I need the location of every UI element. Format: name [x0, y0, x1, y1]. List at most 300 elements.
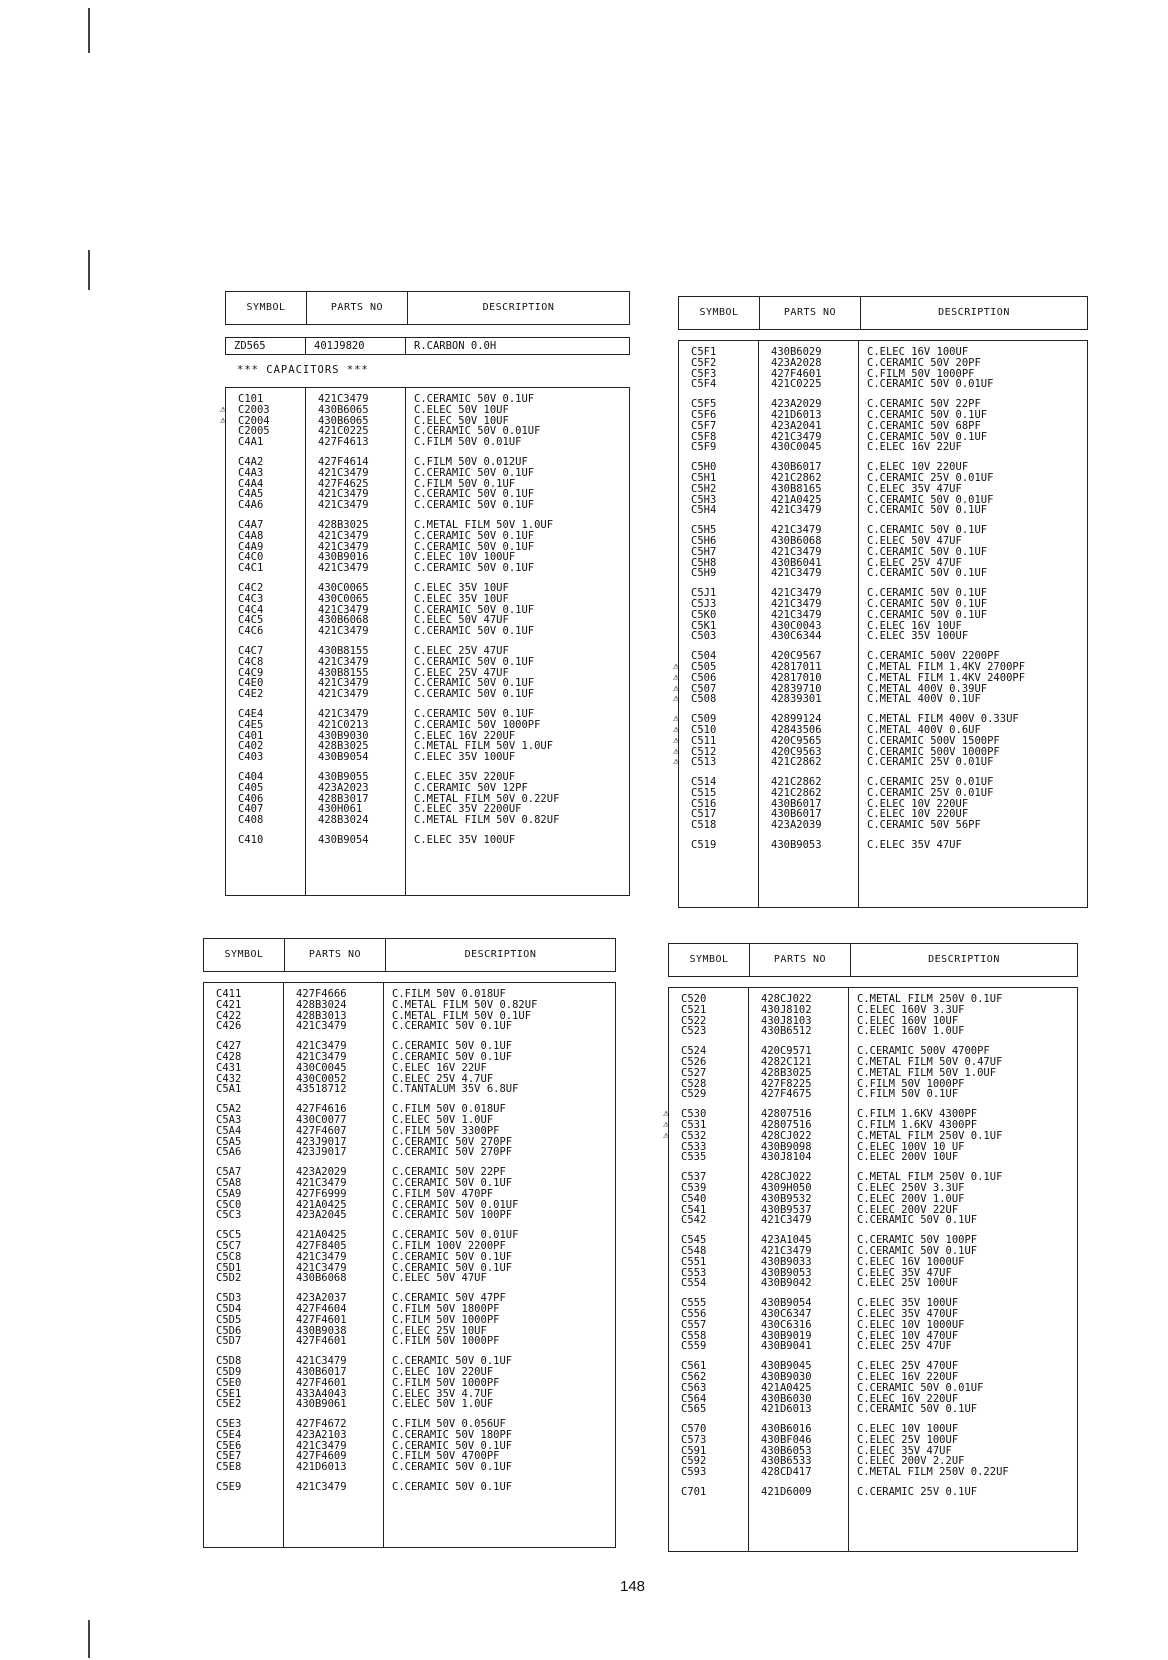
cell-parts-no-text: 423A2029 — [771, 399, 822, 410]
cell-symbol — [238, 741, 305, 752]
cell-symbol-text: C4C2 — [238, 582, 264, 594]
cell-description — [392, 1104, 615, 1115]
cell-symbol — [216, 1052, 283, 1063]
cell-symbol — [681, 1298, 748, 1309]
row-group — [392, 1167, 615, 1221]
cell-symbol: ⚠ C2004 — [220, 414, 270, 427]
cell-symbol — [216, 1189, 283, 1200]
row-group — [318, 709, 405, 763]
cell-parts-no-text: 423J9017 — [296, 1147, 347, 1159]
row-group — [857, 1235, 1077, 1289]
row-group — [216, 1041, 283, 1095]
cell-symbol — [691, 809, 758, 820]
cell-description-text: C.CERAMIC 50V 56PF — [867, 820, 981, 832]
cell-description-text: C.CERAMIC 50V 22PF — [392, 1167, 506, 1178]
cell-parts-no — [296, 1210, 383, 1221]
row-group — [691, 399, 758, 453]
cell-symbol — [216, 1293, 283, 1304]
cell-parts-no — [761, 1435, 848, 1446]
cell-symbol — [216, 1304, 283, 1315]
cell-description — [414, 437, 629, 448]
row-group — [761, 994, 848, 1037]
cell-parts-no — [761, 1016, 848, 1027]
cell-parts-no-text: 427F4601 — [296, 1377, 347, 1389]
cell-parts-no — [761, 1152, 848, 1163]
cell-symbol-text: C4C4 — [238, 604, 264, 616]
row-group — [296, 1230, 383, 1284]
cell-description — [857, 1372, 1077, 1383]
cell-parts-no-text: 427F4675 — [761, 1089, 812, 1101]
cell-description — [414, 394, 629, 405]
row-group — [771, 588, 858, 642]
cell-symbol — [216, 1137, 283, 1148]
cell-symbol-text: C5F5 — [691, 399, 717, 410]
cell-description — [867, 558, 1087, 569]
cell-description — [857, 994, 1077, 1005]
cell-symbol-text: C5D4 — [216, 1303, 242, 1315]
cell-description-text: C.METAL FILM 1.4KV 2400PF — [867, 672, 1026, 684]
cell-description — [392, 1137, 615, 1148]
cell-parts-no-text: 421C3479 — [318, 500, 369, 511]
cell-symbol — [216, 1451, 283, 1462]
cell-description — [414, 689, 629, 700]
cell-symbol-text: C541 — [681, 1204, 707, 1216]
table-body — [220, 387, 630, 896]
cell-description — [857, 1404, 1077, 1415]
cell-description — [857, 1142, 1077, 1153]
cell-description — [392, 1326, 615, 1337]
cell-description-text: C.ELEC 35V 10UF — [414, 582, 509, 594]
cell-parts-no — [318, 772, 405, 783]
cell-description — [867, 662, 1087, 673]
cell-description-text: C.CERAMIC 50V 0.1UF — [867, 568, 988, 580]
cell-parts-no-text: 430B6065 — [318, 404, 369, 416]
cell-description-text: C.METAL FILM 250V 0.22UF — [857, 1467, 1009, 1479]
cell-parts-no — [296, 1074, 383, 1085]
cell-symbol — [216, 1367, 283, 1378]
cell-description — [867, 399, 1087, 410]
cell-parts-no-text: 421C3479 — [771, 568, 822, 580]
cell-description-text: C.CERAMIC 50V 0.1UF — [414, 563, 535, 574]
cell-parts-no-text: 430BF046 — [761, 1434, 812, 1446]
cell-parts-no — [771, 673, 858, 684]
cell-description — [392, 1021, 615, 1032]
cell-description-text: C.ELEC 25V 4.7UF — [392, 1073, 494, 1085]
cell-symbol — [216, 1273, 283, 1284]
cell-description — [392, 1482, 615, 1493]
cell-parts-no-text: 430C0077 — [296, 1114, 347, 1126]
cell-symbol-text: C558 — [681, 1330, 707, 1342]
cell-symbol-text: C5A1 — [216, 1084, 242, 1096]
cell-parts-no — [318, 668, 405, 679]
cell-symbol — [681, 1079, 748, 1090]
cell-description-text: C.ELEC 10V 220UF — [392, 1366, 494, 1378]
cell-symbol-text: C5K1 — [691, 620, 717, 632]
cell-description-text: C.ELEC 10V 220UF — [867, 809, 969, 821]
cell-parts-no — [296, 1252, 383, 1263]
cell-description-text: C.CERAMIC 50V 0.01UF — [867, 379, 994, 391]
cell-parts-no-text: 430B6068 — [296, 1273, 347, 1285]
cell-description-text: C.METAL 400V 0.39UF — [867, 683, 988, 695]
row-group — [216, 1104, 283, 1158]
cell-description-text: C.CERAMIC 25V 0.01UF — [867, 787, 994, 799]
cell-description-text: C.ELEC 50V 10UF — [414, 415, 509, 427]
cell-parts-no-text: 430B6512 — [761, 1026, 812, 1038]
cell-parts-no — [318, 500, 405, 511]
cell-symbol-text: C410 — [238, 834, 264, 846]
cell-description-text: C.ELEC 160V 3.3UF — [857, 1004, 965, 1016]
cell-symbol-text: C592 — [681, 1456, 707, 1468]
cell-symbol-text: C5H6 — [691, 535, 717, 547]
cell-symbol-text: C553 — [681, 1267, 707, 1279]
header-parts-no: PARTS NO — [285, 939, 386, 971]
cell-symbol — [238, 772, 305, 783]
cell-symbol-text: C5H1 — [691, 472, 717, 484]
cell-description — [857, 1257, 1077, 1268]
cell-description — [857, 1079, 1077, 1090]
cell-symbol-text: C529 — [681, 1089, 707, 1101]
cell-parts-no-text: 421C3479 — [296, 1356, 347, 1367]
cell-symbol-text: C5D9 — [216, 1366, 242, 1378]
cell-description — [867, 799, 1087, 810]
cell-symbol-text: C5A2 — [216, 1104, 242, 1115]
cell-description-text: C.ELEC 250V 3.3UF — [857, 1182, 965, 1194]
cell-parts-no — [318, 615, 405, 626]
cell-symbol — [691, 442, 758, 453]
cell-symbol — [691, 505, 758, 516]
cell-parts-no — [318, 520, 405, 531]
cell-symbol-text: C426 — [216, 1021, 242, 1033]
header-description: DESCRIPTION — [928, 953, 1000, 965]
cell-symbol-text: C411 — [216, 989, 242, 1000]
cell-symbol — [691, 651, 758, 662]
cell-symbol-text: C403 — [238, 752, 264, 763]
cell-description-text: C.CERAMIC 50V 0.1UF — [414, 708, 535, 720]
row-group — [392, 1482, 615, 1493]
column-symbol — [663, 988, 749, 1551]
cell-parts-no — [761, 1235, 848, 1246]
cell-symbol-text: C507 — [691, 683, 717, 695]
cell-symbol — [691, 568, 758, 579]
cell-description-text: C.ELEC 35V 47UF — [857, 1267, 952, 1279]
cell-parts-no-text: 430B9054 — [318, 752, 369, 763]
cell-parts-no — [318, 678, 405, 689]
cell-description-text: C.CERAMIC 50V 0.01UF — [392, 1230, 519, 1241]
cell-parts-no — [771, 662, 858, 673]
cell-description — [414, 542, 629, 553]
row-group — [867, 399, 1087, 453]
cell-symbol — [681, 1183, 748, 1194]
cell-description — [414, 772, 629, 783]
cell-parts-no — [771, 495, 858, 506]
cell-parts-no — [771, 694, 858, 705]
cell-symbol — [681, 1026, 748, 1037]
cell-parts-no-text: 430C0045 — [296, 1062, 347, 1074]
cell-description — [414, 835, 629, 846]
cell-parts-no-text: 421C0225 — [318, 426, 369, 438]
cell-parts-no — [771, 599, 858, 610]
cell-description-text: C.CERAMIC 50V 0.1UF — [857, 1404, 978, 1416]
cell-symbol — [681, 1205, 748, 1216]
cell-description-text: C.CERAMIC 50V 100PF — [392, 1210, 513, 1222]
cell-description — [392, 1084, 615, 1095]
cell-parts-no — [771, 347, 858, 358]
cell-description — [867, 347, 1087, 358]
cell-parts-no — [318, 394, 405, 405]
cell-parts-no — [318, 741, 405, 752]
cell-description — [857, 1172, 1077, 1183]
cell-symbol — [238, 678, 305, 689]
row-group — [691, 777, 758, 831]
cell-description-text: C.ELEC 16V 100UF — [867, 347, 969, 358]
cell-parts-no — [318, 815, 405, 826]
cell-parts-no-text: 430B9053 — [771, 840, 822, 851]
cell-description-text: C.CERAMIC 50V 0.1UF — [392, 1041, 513, 1052]
cell-parts-no-text: 423A2041 — [771, 420, 822, 432]
cell-parts-no-text: 423A1045 — [761, 1235, 812, 1246]
cell-parts-no — [761, 1331, 848, 1342]
cell-symbol-text: C5F7 — [691, 420, 717, 432]
parts-table-bottom-left — [203, 938, 616, 1548]
cell-symbol-text: C535 — [681, 1152, 707, 1164]
cell-symbol-text: C505 — [691, 661, 717, 673]
cell-symbol — [216, 1210, 283, 1221]
cell-parts-no-text: 428B3017 — [318, 793, 369, 805]
row-group — [681, 1361, 748, 1415]
cell-parts-no-text: 427F4672 — [296, 1419, 347, 1430]
cell-symbol-text: C591 — [681, 1445, 707, 1457]
cell-symbol — [216, 1200, 283, 1211]
cell-description-text: C.ELEC 25V 47UF — [414, 667, 509, 679]
row-group — [857, 994, 1077, 1037]
cell-parts-no-text: 427F4601 — [296, 1314, 347, 1326]
cell-parts-no — [296, 1147, 383, 1158]
cell-description — [867, 757, 1087, 768]
cell-parts-no — [318, 489, 405, 500]
row-group — [761, 1172, 848, 1226]
cell-symbol — [681, 1372, 748, 1383]
cell-symbol-text: C503 — [691, 631, 717, 643]
cell-parts-no — [318, 783, 405, 794]
cell-symbol — [216, 1356, 283, 1367]
cell-description — [414, 416, 629, 427]
row-group — [414, 709, 629, 763]
cell-description-text: C.ELEC 50V 10UF — [414, 404, 509, 416]
cell-description-text: C.ELEC 200V 10UF — [857, 1152, 959, 1164]
cell-symbol — [216, 1241, 283, 1252]
cell-description — [392, 1336, 615, 1347]
cell-description-text: C.CERAMIC 50V 0.1UF — [867, 598, 988, 610]
cell-parts-no-text: 421D6009 — [761, 1487, 812, 1498]
cell-symbol-text: C5H9 — [691, 568, 717, 580]
cell-description — [392, 1063, 615, 1074]
cell-parts-no — [761, 1005, 848, 1016]
cell-description — [392, 1041, 615, 1052]
cell-parts-no — [771, 777, 858, 788]
cell-description-text: C.FILM 50V 1000PF — [392, 1314, 500, 1326]
cell-symbol — [238, 689, 305, 700]
cell-description — [857, 1341, 1077, 1352]
cell-parts-no-text: 421D6013 — [761, 1404, 812, 1416]
cell-description-text: C.CERAMIC 25V 0.01UF — [867, 777, 994, 788]
cell-parts-no — [761, 1089, 848, 1100]
cell-parts-no — [771, 840, 858, 851]
cell-symbol: ⚠ C509 — [673, 713, 717, 725]
cell-symbol-text: C5D3 — [216, 1293, 242, 1304]
cell-symbol — [216, 989, 283, 1000]
cell-symbol — [238, 583, 305, 594]
row-group — [771, 525, 858, 579]
cell-description — [414, 405, 629, 416]
row-group — [673, 651, 758, 706]
cell-parts-no-text: 421C3479 — [296, 1177, 347, 1189]
cell-parts-no-text: 430B6029 — [771, 347, 822, 358]
table-header — [225, 291, 630, 325]
cell-parts-no-text: 421C3479 — [761, 1215, 812, 1227]
cell-symbol-text: C404 — [238, 771, 264, 783]
cell-symbol-text: C5K0 — [691, 609, 717, 621]
cell-symbol-text: C518 — [691, 820, 717, 832]
cell-description-text: C.FILM 50V 1800PF — [392, 1303, 500, 1315]
cell-parts-no — [296, 1451, 383, 1462]
cell-parts-no-text: 421C3479 — [296, 1440, 347, 1452]
cell-symbol-text: C542 — [681, 1215, 707, 1227]
cell-parts-no — [318, 646, 405, 657]
cell-description-text: C.ELEC 25V 47UF — [857, 1341, 952, 1353]
cell-description — [392, 1115, 615, 1126]
cell-parts-no — [761, 1057, 848, 1068]
cell-description-text: C.CERAMIC 50V 0.1UF — [414, 467, 535, 479]
row-group — [867, 840, 1087, 851]
cell-parts-no-text: 421C3479 — [318, 678, 369, 690]
cell-description — [867, 809, 1087, 820]
cell-description — [867, 432, 1087, 443]
row-group — [392, 989, 615, 1032]
cell-description — [414, 720, 629, 731]
cell-parts-no — [771, 714, 858, 725]
cell-description — [857, 1046, 1077, 1057]
cell-symbol-text: C4E5 — [238, 719, 264, 731]
cell-parts-no-text: 430C0065 — [318, 593, 369, 605]
cell-parts-no — [296, 1084, 383, 1095]
cell-parts-no-text: 427F4614 — [318, 456, 369, 468]
row-group — [318, 394, 405, 448]
cell-parts-no — [761, 1120, 848, 1131]
cell-parts-no — [761, 1215, 848, 1226]
cell-description — [857, 1205, 1077, 1216]
cell-parts-no-text: 421C3479 — [318, 656, 369, 668]
cell-parts-no-text: 428CJ022 — [761, 1130, 812, 1142]
cell-symbol — [691, 799, 758, 810]
row-group — [771, 651, 858, 705]
cell-parts-no — [296, 1063, 383, 1074]
cell-description-text: C.CERAMIC 50V 47PF — [392, 1293, 506, 1304]
cell-symbol-text: C5A9 — [216, 1188, 242, 1200]
cell-symbol-text: C533 — [681, 1141, 707, 1153]
cell-parts-no — [761, 1467, 848, 1478]
cell-parts-no — [771, 442, 858, 453]
cell-parts-no-text: 427F4625 — [318, 478, 369, 490]
cell-parts-no — [771, 799, 858, 810]
cell-symbol-text: C406 — [238, 793, 264, 805]
cell-symbol — [691, 421, 758, 432]
row-group — [691, 840, 758, 851]
cell-parts-no — [761, 1456, 848, 1467]
cell-description-text: C.CERAMIC 50V 0.1UF — [414, 394, 535, 405]
cell-symbol-text: C556 — [681, 1308, 707, 1320]
cell-symbol-text: C4C6 — [238, 626, 264, 637]
row-group — [216, 1482, 283, 1493]
cell-symbol-text: C4A5 — [238, 489, 264, 501]
row-group — [761, 1361, 848, 1415]
cell-description-text: C.FILM 100V 2200PF — [392, 1240, 506, 1252]
cell-parts-no — [761, 1404, 848, 1415]
cell-description-text: C.METAL FILM 250V 0.1UF — [857, 994, 1003, 1005]
cell-symbol-text: C428 — [216, 1051, 242, 1063]
table-header — [678, 296, 1088, 330]
row-group — [414, 583, 629, 637]
cell-description-text: C.ELEC 35V 100UF — [414, 834, 516, 846]
cell-parts-no — [318, 426, 405, 437]
cell-description — [414, 741, 629, 752]
section-caption: *** CAPACITORS *** — [237, 364, 369, 376]
row-group — [771, 462, 858, 516]
cell-symbol-text: C4C9 — [238, 667, 264, 679]
cell-symbol-text: C520 — [681, 994, 707, 1005]
cell-symbol-text: C5E7 — [216, 1451, 242, 1463]
cell-symbol-text: C407 — [238, 804, 264, 816]
cell-parts-no-text: 423A2028 — [771, 357, 822, 369]
row-group — [318, 772, 405, 826]
cell-symbol-text: C5A5 — [216, 1136, 242, 1148]
cell-description-text: C.FILM 50V 1000PF — [857, 1078, 965, 1090]
cell-description — [867, 484, 1087, 495]
cell-symbol — [238, 605, 305, 616]
cell-parts-no — [761, 1361, 848, 1372]
cell-parts-no — [771, 621, 858, 632]
cell-symbol-text: C5E9 — [216, 1482, 242, 1493]
cell-symbol — [238, 394, 305, 405]
cell-symbol — [691, 788, 758, 799]
row-group — [238, 709, 305, 763]
cell-parts-no-text: 427F4601 — [771, 368, 822, 380]
cell-symbol — [238, 731, 305, 742]
cell-description — [414, 615, 629, 626]
cell-symbol-text: C2003 — [238, 404, 270, 416]
row-group — [296, 989, 383, 1032]
column-symbol — [204, 983, 284, 1547]
cell-symbol — [216, 1126, 283, 1137]
cell-description-text: C.ELEC 50V 1.0UF — [392, 1399, 494, 1411]
row-group — [673, 713, 758, 769]
column-description — [384, 983, 615, 1547]
cell-description — [392, 1230, 615, 1241]
table-body — [663, 987, 1078, 1552]
cell-parts-no — [318, 405, 405, 416]
cell-symbol-text: C4A6 — [238, 500, 264, 511]
cell-parts-no-text: 430B9061 — [296, 1399, 347, 1411]
cell-symbol-text: C527 — [681, 1067, 707, 1079]
cell-description-text: C.ELEC 25V 10UF — [392, 1325, 487, 1337]
cell-symbol-text: C4A2 — [238, 456, 264, 468]
cell-parts-no-text: 421A0425 — [771, 494, 822, 506]
row-group — [318, 457, 405, 511]
cell-description — [857, 1383, 1077, 1394]
cell-description-text: C.CERAMIC 25V 0.1UF — [857, 1487, 978, 1498]
row-group — [414, 520, 629, 574]
cell-description — [392, 1126, 615, 1137]
parts-table-top-left — [220, 291, 630, 896]
